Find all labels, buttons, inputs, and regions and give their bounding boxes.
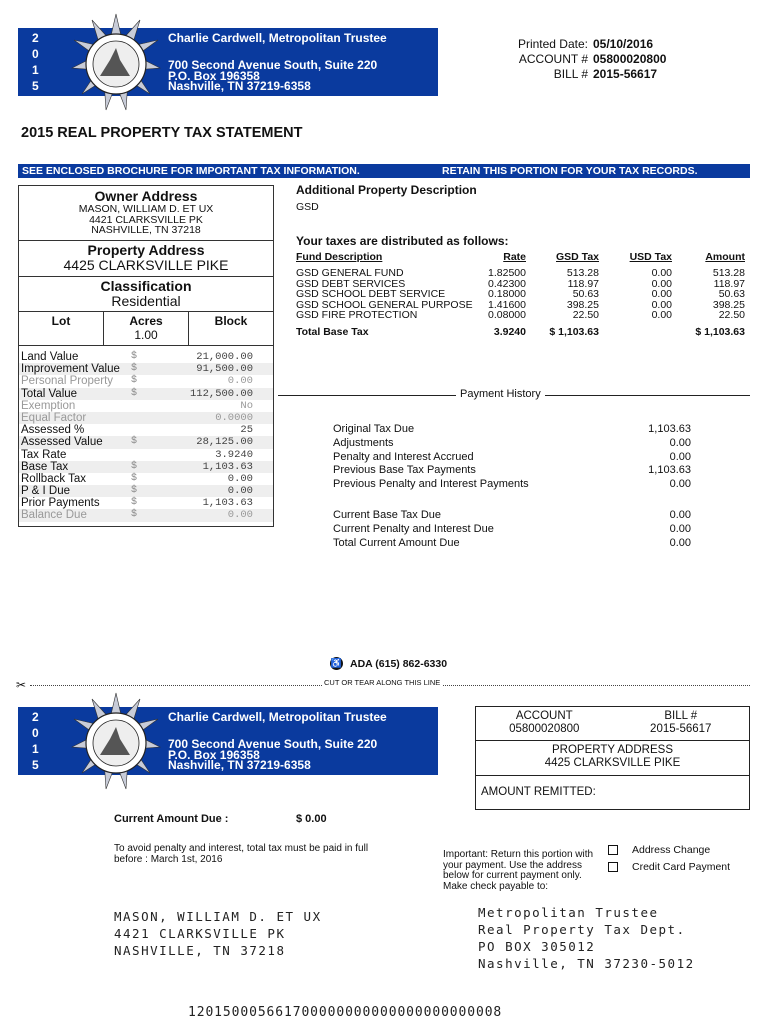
table-cell: 513.28 [566, 267, 599, 279]
remittance-box: ACCOUNT 05800020800 BILL # 2015-56617 PROPERTY ADDRESS 4425 CLARKSVILLE PIKE AMOUNT REMITTED: [475, 706, 750, 810]
table-cell: Total Base Tax [296, 326, 369, 338]
payment-history-row [333, 437, 691, 451]
table-cell: GSD Tax [556, 251, 599, 263]
row-value: 0.00 [669, 522, 691, 535]
table-cell: GSD SCHOOL GENERAL PURPOSE [296, 298, 473, 311]
value-label: Improvement Value [21, 363, 120, 376]
table-cell: 50.63 [572, 288, 599, 300]
row-value: 1,103.63 [648, 464, 691, 477]
currency-symbol: $ [131, 387, 138, 399]
value-row [19, 400, 273, 412]
stub-bill: 2015-56617 [650, 723, 712, 735]
currency-symbol: $ [131, 363, 138, 375]
stub-property-address: 4425 CLARKSVILLE PIKE [544, 757, 681, 769]
printed-date: 05/10/2016 [593, 37, 654, 51]
payment-history-list [333, 423, 691, 492]
row-label: Previous Base Tax Payments [333, 464, 476, 477]
value-label: Land Value [21, 351, 79, 363]
value-label: Assessed Value [21, 436, 103, 449]
distribution-heading: Your taxes are distributed as follows: [296, 234, 509, 248]
value-label: Rollback Tax [21, 472, 86, 485]
ada-contact: ♿ ADA (615) 862-6330 [330, 657, 448, 670]
value-amount: 28,125.00 [196, 436, 253, 449]
return-instructions: Important: Return this portion with your payment. Use the address below for current payment only. Make check payable to: [443, 849, 594, 893]
value-amount: 91,500.00 [196, 363, 253, 376]
page-title: 2015 REAL PROPERTY TAX STATEMENT [21, 125, 303, 141]
current-amount-due-label: Current Amount Due : [114, 813, 229, 825]
value-row [19, 485, 273, 497]
table-cell: 0.08000 [488, 309, 526, 321]
value-row [19, 375, 273, 387]
value-label: Exemption [21, 399, 76, 412]
value-amount: 1,103.63 [202, 497, 253, 510]
currency-symbol: $ [131, 472, 138, 484]
currency-symbol: $ [131, 497, 138, 509]
table-cell: 22.50 [718, 309, 745, 321]
value-amount: No [240, 399, 253, 412]
lot-acres-block: Lot Acres 1.00 Block [19, 312, 273, 346]
row-value: 0.00 [669, 450, 691, 463]
checkbox[interactable] [608, 845, 618, 855]
currency-symbol: $ [131, 460, 138, 472]
value-amount: 0.00 [227, 509, 253, 522]
value-label: P & I Due [21, 485, 71, 498]
value-row [19, 461, 273, 473]
bill-meta: Printed Date: 05/10/2016 ACCOUNT # 05800020800 BILL # 2015-56617 [517, 37, 667, 81]
table-cell: Amount [705, 251, 745, 263]
value-label: Base Tax [21, 460, 69, 473]
values-list [19, 346, 273, 522]
value-label: Personal Property [21, 375, 114, 388]
value-amount: 0.0000 [215, 411, 253, 424]
table-cell: 50.63 [718, 288, 745, 300]
additional-description: Additional Property Description GSD [296, 183, 477, 213]
row-label: Original Tax Due [333, 423, 415, 435]
payment-history-row [333, 509, 691, 523]
table-cell: 398.25 [566, 298, 599, 311]
table-cell: USD Tax [629, 251, 672, 263]
amount-remitted-field[interactable]: AMOUNT REMITTED: [481, 786, 596, 798]
currency-symbol: $ [131, 436, 138, 448]
accessibility-icon: ♿ [330, 658, 343, 668]
owner-address-section: Owner Address MASON, WILLIAM D. ET UX 4421 CLARKSVILLE PK NASHVILLE, TN 37218 [19, 186, 273, 241]
currency-symbol [131, 449, 151, 461]
scissors-icon: ✂ [16, 678, 27, 692]
currency-symbol [131, 400, 151, 412]
value-label: Balance Due [21, 509, 87, 522]
value-row [19, 424, 273, 436]
table-cell: 1.82500 [488, 267, 526, 279]
trustee-name: Charlie Cardwell, Metropolitan Trustee [168, 31, 387, 45]
distribution-table [296, 252, 746, 342]
table-cell: 0.00 [651, 267, 672, 279]
classification-section: Classification Residential [19, 277, 273, 312]
row-value: 0.00 [669, 536, 691, 549]
row-value: 0.00 [669, 478, 691, 491]
cut-instruction: CUT OR TEAR ALONG THIS LINE [324, 678, 441, 687]
row-value: 0.00 [669, 509, 691, 521]
currency-symbol: $ [131, 375, 138, 387]
trustee-header-bar [18, 28, 438, 96]
bill-number: 2015-56617 [593, 67, 658, 81]
table-cell: GSD FIRE PROTECTION [296, 309, 418, 321]
currency-symbol: $ [131, 485, 138, 497]
credit-card-option[interactable]: Credit Card Payment [608, 861, 730, 873]
table-cell: 0.00 [651, 309, 672, 321]
row-value: 0.00 [669, 436, 691, 449]
value-row [19, 363, 273, 375]
row-label: Current Penalty and Interest Due [333, 522, 494, 535]
property-summary-box [18, 185, 274, 527]
scanline-number: 120150005661700000000000000000000008 [188, 1005, 503, 1020]
trustee-address: 700 Second Avenue South, Suite 220 P.O. Box 196358 Nashville, TN 37219-6358 [168, 58, 378, 93]
currency-symbol [131, 424, 151, 436]
table-cell: 0.18000 [488, 288, 526, 300]
payment-history-row [333, 537, 691, 551]
value-amount: 21,000.00 [196, 351, 253, 363]
value-amount: 1,103.63 [202, 460, 253, 473]
value-row [19, 388, 273, 400]
table-cell: 118.97 [567, 277, 599, 290]
payment-deadline-notice: To avoid penalty and interest, total tax must be paid in full before : March 1st, 2016 [114, 843, 369, 865]
payment-history-row [333, 478, 691, 492]
table-cell: Fund Description [296, 251, 383, 263]
row-label: Adjustments [333, 436, 394, 449]
table-cell: 0.00 [651, 288, 672, 300]
payment-history-heading: Payment History [456, 388, 545, 400]
table-cell: 513.28 [712, 267, 745, 279]
checkbox[interactable] [608, 862, 618, 872]
payment-history-row [333, 423, 691, 437]
table-cell: $ 1,103.63 [549, 326, 599, 338]
value-amount: 112,500.00 [189, 387, 253, 400]
current-due-list [333, 509, 691, 550]
table-cell: 3.9240 [493, 326, 526, 338]
value-amount: 0.00 [227, 485, 253, 498]
trustee-address: 700 Second Avenue South, Suite 220 P.O. Box 196358 Nashville, TN 37219-6358 [168, 737, 378, 772]
payment-history-row [333, 451, 691, 465]
table-cell: $ 1,103.63 [695, 326, 745, 338]
currency-symbol [131, 412, 151, 424]
year-digits: 2 0 1 5 [32, 31, 39, 93]
table-cell: 0.00 [651, 298, 672, 311]
value-label: Assessed % [21, 424, 85, 437]
payment-history-row [333, 523, 691, 537]
table-cell: GSD DEBT SERVICES [296, 277, 406, 290]
row-label: Previous Penalty and Interest Payments [333, 478, 529, 491]
trustee-name: Charlie Cardwell, Metropolitan Trustee [168, 710, 387, 724]
table-cell: 0.00 [651, 277, 672, 290]
value-label: Total Value [21, 387, 78, 400]
value-row [19, 351, 273, 363]
value-row [19, 436, 273, 448]
table-cell: 398.25 [712, 298, 745, 311]
value-amount: 0.00 [227, 472, 253, 485]
property-address-section: Property Address 4425 CLARKSVILLE PIKE [19, 241, 273, 277]
row-label: Current Base Tax Due [333, 509, 442, 521]
value-row [19, 449, 273, 461]
value-row [19, 412, 273, 424]
table-cell: GSD GENERAL FUND [296, 267, 404, 279]
value-label: Equal Factor [21, 411, 87, 424]
mail-to-address: Metropolitan Trustee Real Property Tax Dept. PO BOX 305012 Nashville, TN 37230-5012 [478, 905, 695, 971]
table-cell: 22.50 [572, 309, 599, 321]
metro-seal-logo [70, 10, 162, 114]
table-cell: Rate [503, 251, 526, 263]
stub-account: 05800020800 [509, 723, 580, 735]
value-label: Tax Rate [21, 448, 67, 461]
account-number: 05800020800 [593, 52, 667, 66]
table-cell: GSD SCHOOL DEBT SERVICE [296, 288, 446, 300]
value-row [19, 473, 273, 485]
currency-symbol: $ [131, 351, 138, 362]
table-cell: 118.97 [713, 277, 745, 290]
currency-symbol: $ [131, 509, 138, 521]
value-label: Prior Payments [21, 497, 100, 510]
row-value: 1,103.63 [648, 423, 691, 435]
value-amount: 0.00 [227, 375, 253, 388]
payment-history-row [333, 464, 691, 478]
current-amount-due-value: $ 0.00 [296, 813, 327, 825]
metro-seal-logo [70, 689, 162, 793]
year-digits: 2 0 1 5 [32, 710, 39, 772]
table-cell: 0.42300 [488, 277, 526, 290]
row-label: Total Current Amount Due [333, 536, 460, 549]
value-amount: 25 [240, 424, 253, 437]
value-row [19, 497, 273, 509]
mail-from-address: MASON, WILLIAM D. ET UX 4421 CLARKSVILLE PK NASHVILLE, TN 37218 [114, 909, 322, 958]
stub-trustee-header-bar [18, 707, 438, 775]
table-cell: 1.41600 [488, 298, 526, 311]
value-row [19, 509, 273, 521]
info-stripe: SEE ENCLOSED BROCHURE FOR IMPORTANT TAX INFORMATION. RETAIN THIS PORTION FOR YOUR TAX RECORDS. [18, 164, 750, 178]
row-label: Penalty and Interest Accrued [333, 450, 474, 463]
value-amount: 3.9240 [215, 448, 253, 461]
address-change-option[interactable]: Address Change [608, 844, 710, 856]
